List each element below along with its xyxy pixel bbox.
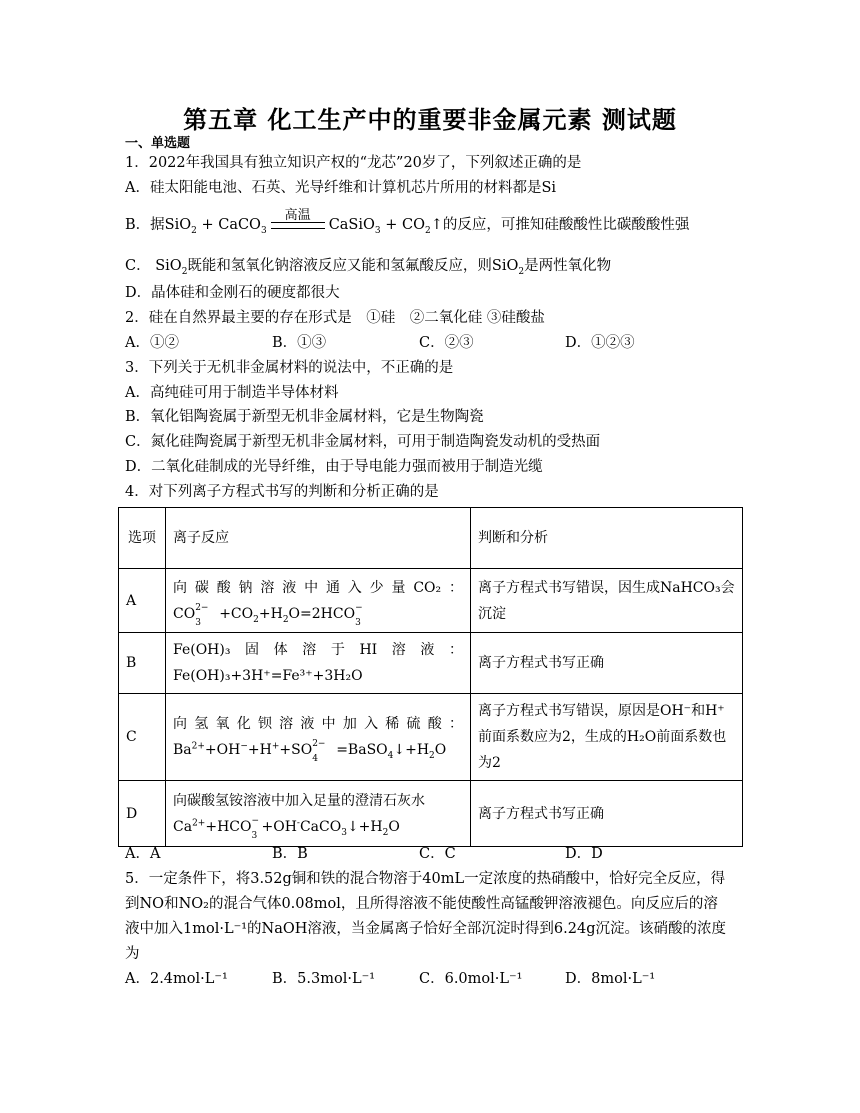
q1-option-b-suffix: 的反应，可推知硅酸酸性比碳酸酸性强 [442, 217, 690, 233]
q5-line-1: 5．一定条件下，将3.52g铜和铁的混合物溶于40mL一定浓度的热硝酸中，恰好完全反应，得 [125, 871, 726, 887]
q1-stem: 1．2022年我国具有独立知识产权的“龙芯”20岁了，下列叙述正确的是 [125, 155, 582, 171]
row-reaction [166, 781, 471, 847]
q1-option-c-text: 既能和氢氧化钠溶液反应又能和氢氟酸反应，则 [187, 258, 492, 274]
q1-option-c: C． SiO$_2$既能和氢氧化钠溶液反应又能和氢氟酸反应，则SiO$_2$是两性氧化物 [125, 258, 612, 277]
reaction-line: 向碳酸钠溶液中通入少量CO₂： [173, 579, 463, 596]
table-row [119, 781, 743, 847]
q4-table [118, 507, 743, 847]
q3-option-d: D．二氧化硅制成的光导纤维，由于导电能力强而被用于制造光缆 [125, 459, 543, 475]
header-judgment: 判断和分析 [471, 508, 743, 569]
q3-option-a: A．高纯硅可用于制造半导体材料 [125, 385, 339, 401]
q2-option-a: A．①② [125, 335, 179, 351]
row-judgment: 离子方程式书写正确 [471, 633, 743, 694]
q5-line-3: 液中加入1mol·L⁻¹的NaOH溶液，当金属离子恰好全部沉淀时得到6.24g沉淀。该硝酸的浓度 [125, 921, 726, 937]
q5-line-2: 到NO和NO₂的混合气体0.08mol，且所得溶液不能使酸性高锰酸钾溶液褪色。向反应后的溶 [125, 896, 718, 912]
q1-option-c-end: 是两性氧化物 [524, 258, 612, 274]
q5-option-a: A．2.4mol·L⁻¹ [125, 971, 228, 987]
row-judgment: 离子方程式书写正确 [471, 781, 743, 847]
q4-option-c: C．C [419, 846, 456, 862]
q5-line-4: 为 [125, 946, 140, 962]
q5-option-b: B．5.3mol·L⁻¹ [272, 971, 376, 987]
q2-option-c: C．②③ [419, 335, 474, 351]
row-judgment: 离子方程式书写错误，原因是OH⁻和H⁺前面系数应为2，生成的H₂O前面系数也为2 [471, 694, 743, 781]
q1-option-d: D．晶体硅和金刚石的硬度都很大 [125, 285, 340, 301]
row-reaction [166, 694, 471, 781]
section-heading: 一、单选题 [125, 136, 191, 151]
reaction-equation: Fe(OH)₃+3H⁺=Fe³⁺+3H₂O [173, 668, 363, 684]
q4-option-d: D．D [565, 846, 603, 862]
q3-stem: 3．下列关于无机非金属材料的说法中，不正确的是 [125, 360, 454, 376]
row-option: B [119, 633, 166, 694]
q1-option-b-prefix: B．据 [125, 217, 165, 233]
q1-option-b [125, 208, 690, 236]
q5-option-d: D．8mol·L⁻¹ [565, 971, 656, 987]
q3-option-c: C．氮化硅陶瓷属于新型无机非金属材料，可用于制造陶瓷发动机的受热面 [125, 434, 601, 450]
reaction-line: 向碳酸氢铵溶液中加入足量的澄清石灰水 [173, 792, 425, 809]
q1-option-a: A．硅太阳能电池、石英、光导纤维和计算机芯片所用的材料都是Si [125, 180, 557, 196]
table-header-row [119, 508, 743, 569]
table-row [119, 569, 743, 633]
q2-option-d: D．①②③ [565, 335, 635, 351]
q3-option-b: B．氧化铝陶瓷属于新型无机非金属材料，它是生物陶瓷 [125, 409, 484, 425]
reaction-equation: $Ca^{2+}+HCO$ − 3 $+OH^-CaCO_3↓+H_2O$ [173, 815, 400, 841]
q4-option-a: A．A [125, 846, 161, 862]
reaction-condition: 高温 [284, 208, 311, 223]
page-title: 第五章 化工生产中的重要非金属元素 测试题 [183, 106, 677, 134]
row-option: D [119, 781, 166, 847]
q2-option-b: B．①③ [272, 335, 327, 351]
header-option: 选项 [119, 508, 166, 569]
row-reaction [166, 633, 471, 694]
table-row [119, 633, 743, 694]
header-reaction: 离子反应 [166, 508, 471, 569]
q1-equation-left: SiO$_2$ + CaCO$_3$ [164, 217, 267, 236]
q4-stem: 4．对下列离子方程式书写的判断和分析正确的是 [125, 484, 439, 500]
q1-option-c-label: C． [125, 258, 151, 274]
q5-option-c: C．6.0mol·L⁻¹ [419, 971, 523, 987]
reaction-condition-arrow [267, 208, 329, 236]
reaction-equation: $Ba^{2+}+OH^-+H^++SO$ 2− 4 $=BaSO_4↓+H_2O$ [173, 739, 447, 764]
row-judgment: 离子方程式书写错误，因生成NaHCO₃会沉淀 [471, 569, 743, 633]
q2-stem: 2．硅在自然界最主要的存在形式是 ①硅 ②二氧化硅 ③硅酸盐 [125, 310, 545, 326]
reaction-line: Fe(OH)₃固体溶于HI溶液： [173, 642, 463, 658]
reaction-line: 向氢氧化钡溶液中加入稀硫酸： [173, 716, 463, 732]
table-row [119, 694, 743, 781]
row-reaction [166, 569, 471, 633]
q4-option-b: B．B [272, 846, 308, 862]
reaction-equation: CO 2− 3 $+CO_2+H_2O=2HCO$ − 3 [173, 602, 363, 628]
q1-equation-right: CaSiO$_3$ + $CO_2↑$ [328, 217, 443, 236]
row-option: A [119, 569, 166, 633]
row-option: C [119, 694, 166, 781]
